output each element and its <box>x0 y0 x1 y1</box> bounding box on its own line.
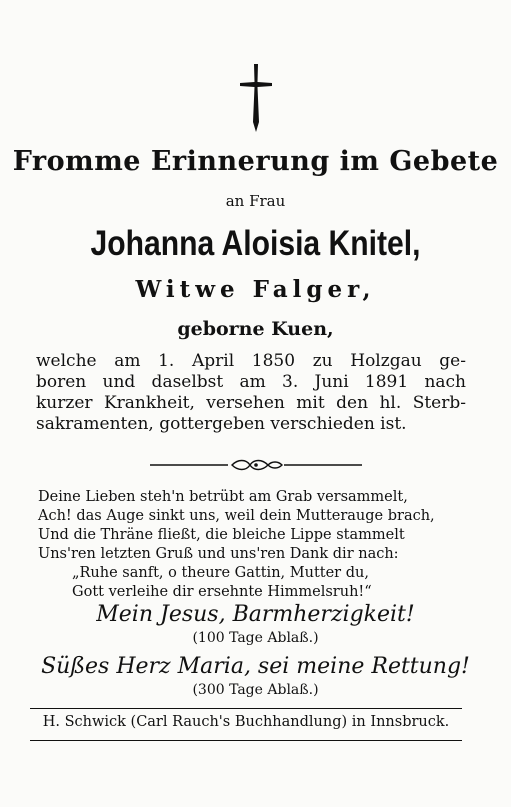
paragraph-line: sakramenten, gottergeben verschieden ist. <box>36 414 407 434</box>
widow-line: Witwe Falger, <box>135 276 376 303</box>
prayer-jesus: Mein Jesus, Barmherzigkeit! <box>96 602 415 627</box>
birth-name-line: geborne Kuen, <box>177 318 334 340</box>
card-title: Fromme Erinnerung im Gebete <box>12 146 499 177</box>
prayer-maria: Süßes Herz Maria, sei meine Rettung! <box>41 654 470 679</box>
poem-line: Uns'ren letzten Gruß und uns'ren Dank dir nach: <box>38 546 399 562</box>
paragraph-line: boren und daselbst am 3. Juni 1891 nach <box>36 372 466 392</box>
indulgence-300: (300 Tage Ablaß.) <box>192 682 319 698</box>
paragraph-line: welche am 1. April 1850 zu Holzgau ge- <box>36 351 466 371</box>
top-rule <box>30 708 462 709</box>
deceased-name: Johanna Aloisia Knitel, <box>90 224 421 263</box>
bottom-rule <box>30 740 462 741</box>
poem <box>38 488 470 602</box>
paragraph-line: kurzer Krankheit, versehen mit den hl. Sterb- <box>36 393 466 413</box>
indulgence-100: (100 Tage Ablaß.) <box>192 630 319 646</box>
cross-icon <box>236 62 276 134</box>
poem-line: Ach! das Auge sinkt uns, weil dein Mutterauge brach, <box>38 508 435 524</box>
poem-line: Deine Lieben steh'n betrübt am Grab versammelt, <box>38 489 408 505</box>
biography-paragraph <box>36 351 466 435</box>
poem-line: Gott verleihe dir ersehnte Himmelsruh!“ <box>72 584 372 600</box>
poem-line: „Ruhe sanft, o theure Gattin, Mutter du, <box>72 565 369 581</box>
ornament-divider <box>150 458 362 472</box>
printer-credit: H. Schwick (Carl Rauch's Buchhandlung) in Innsbruck. <box>42 714 450 730</box>
poem-line: Und die Thräne fließt, die bleiche Lippe stammelt <box>38 527 405 543</box>
addressed-line: an Frau <box>225 192 286 210</box>
